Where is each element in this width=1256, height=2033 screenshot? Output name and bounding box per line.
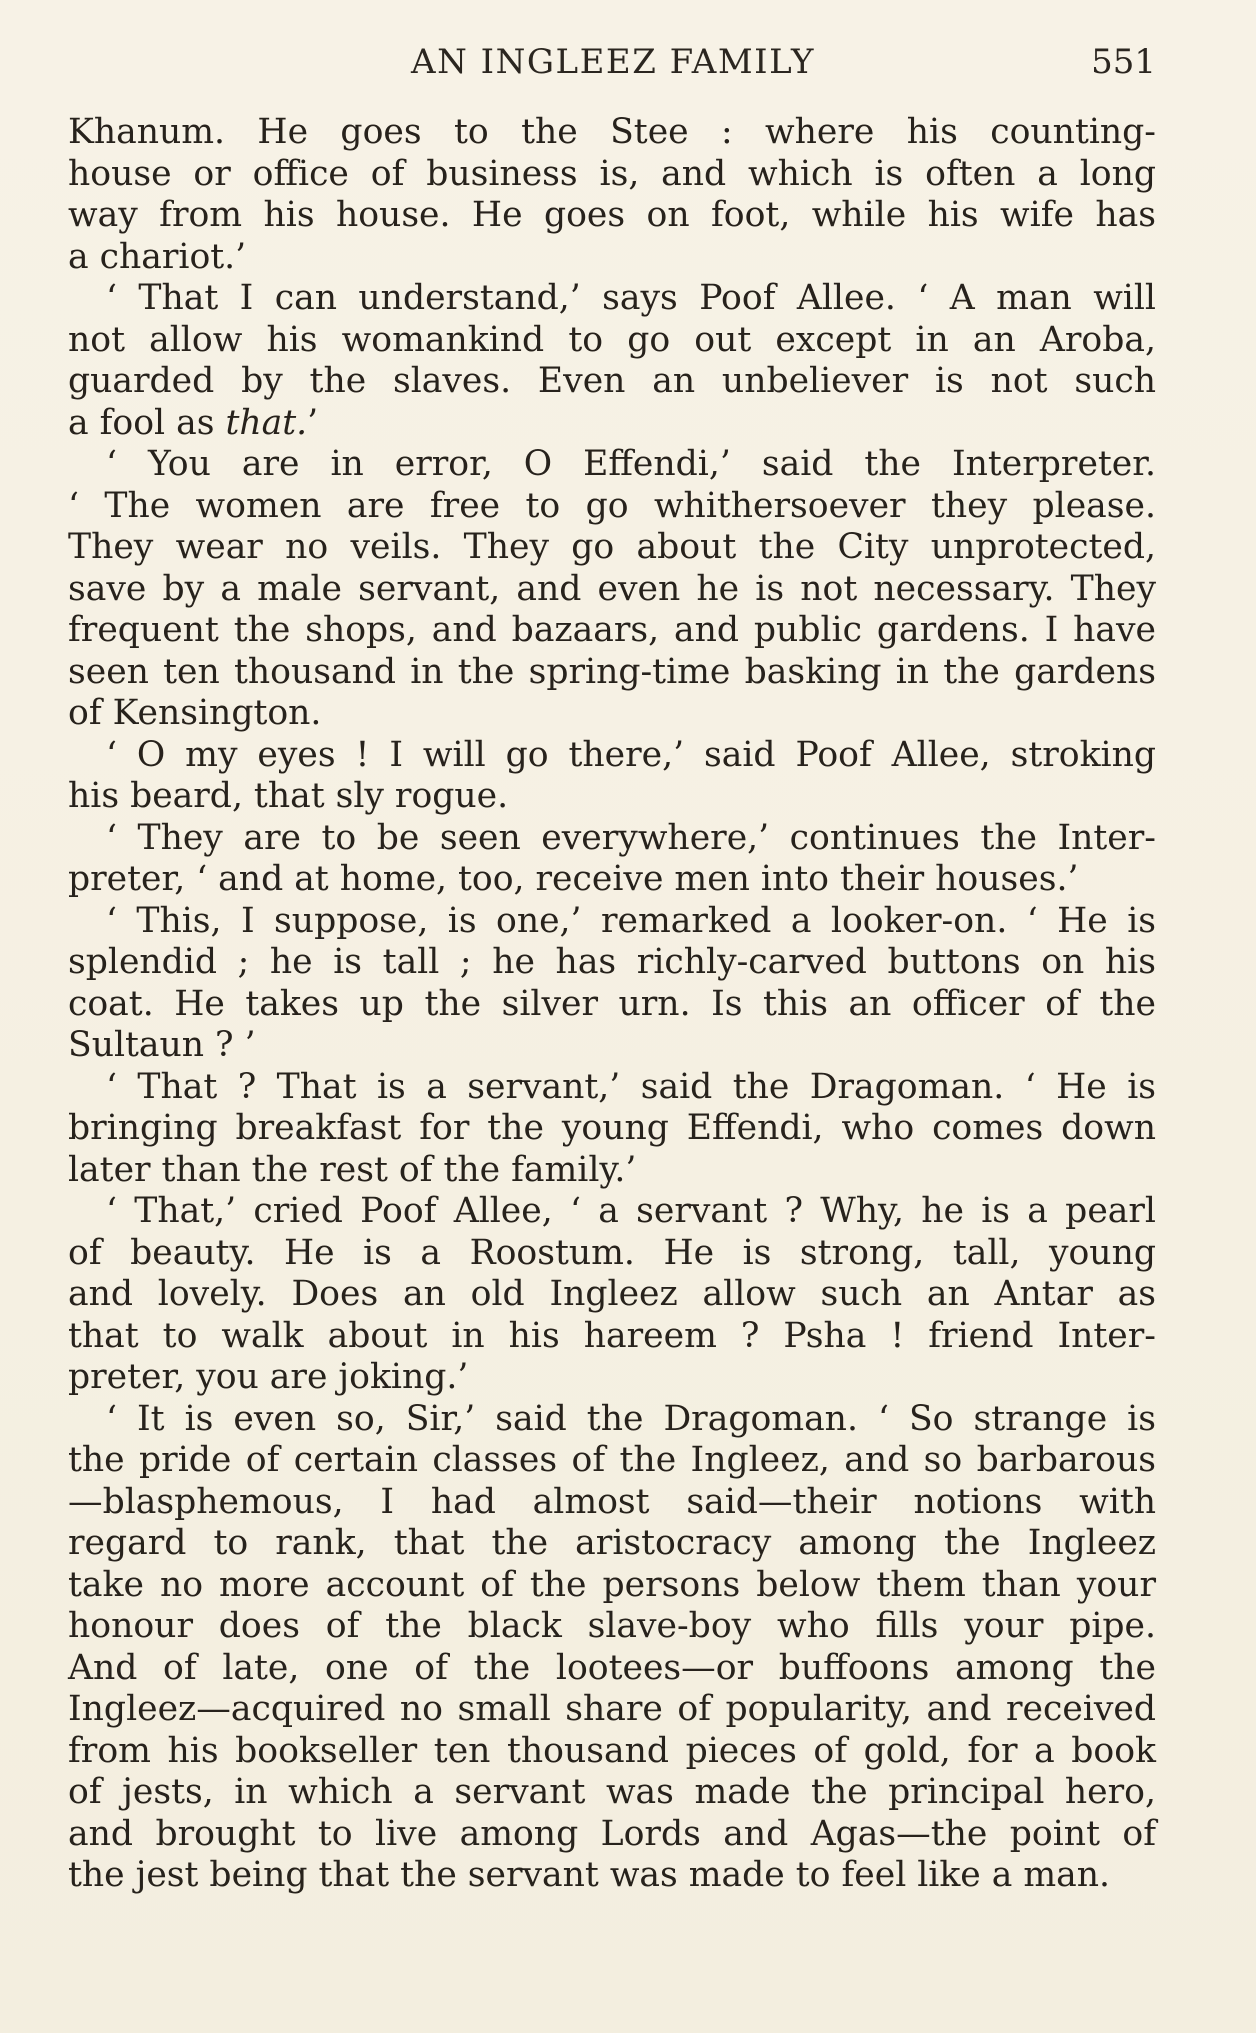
text-line: [68, 320, 1156, 362]
text-line: [68, 1606, 1156, 1648]
text-line: [68, 1772, 1156, 1814]
closing-quote: ’: [307, 402, 319, 443]
text-line-content: Khanum. He goes to the Stee : where his counting-: [68, 112, 1156, 152]
text-line-content: ‘ They are to be seen everywhere,’ continues the Inter-: [106, 817, 1156, 858]
text-line: [68, 859, 1156, 901]
text-line: [68, 361, 1156, 403]
running-title: AN INGLEEZ FAMILY: [411, 42, 815, 82]
text-line: [68, 569, 1156, 611]
text-line-content: save by a male servant, and even he is not necessary. They: [68, 568, 1156, 609]
text-line-content: Ingleez—acquired no small share of popularity, and received: [68, 1689, 1156, 1729]
text-line-content: ‘ The women are free to go whithersoever they please.: [68, 485, 1156, 526]
text-line-content: and brought to live among Lords and Agas—the point of: [68, 1813, 1156, 1854]
text-line-content: preter, you are joking.’: [68, 1357, 469, 1397]
page-number: 551: [1091, 42, 1156, 82]
text-line: [68, 610, 1156, 652]
text-line-content: bringing breakfast for the young Effendi, who comes down: [68, 1108, 1156, 1148]
text-line-content: seen ten thousand in the spring-time basking in the gardens: [68, 651, 1156, 692]
text-line-content: his beard, that sly rogue.: [68, 776, 509, 816]
text-line: [68, 1274, 1156, 1316]
text-line-content: a chariot.’: [68, 236, 247, 277]
text-line-content: ‘ You are in error, O Effendi,’ said the Interpreter.: [106, 444, 1156, 484]
text-line: [68, 486, 1156, 528]
text-line: [68, 1731, 1156, 1773]
text-line: [68, 1108, 1156, 1150]
text-line: [68, 1399, 1156, 1441]
text-line-content: Sultaun ? ’: [68, 1025, 256, 1065]
text-line-content: house or office of business is, and which is often a long: [68, 153, 1156, 194]
text-line: [68, 984, 1156, 1026]
text-line-content: of jests, in which a servant was made the principal hero,: [68, 1772, 1156, 1812]
text-line: [68, 1191, 1156, 1233]
text-line-content: of beauty. He is a Roostum. He is strong, tall, young: [68, 1232, 1156, 1273]
text-line-content: And of late, one of the lootees—or buffoons among the: [68, 1647, 1156, 1688]
text-line: [68, 278, 1156, 320]
text-line: [68, 237, 1156, 279]
text-line-content: ‘ That I can understand,’ says Poof Allee. ‘ A man will: [106, 278, 1156, 318]
text-line-content: ‘ This, I suppose, is one,’ remarked a looker-on. ‘ He is: [106, 900, 1156, 941]
text-line: [68, 403, 1156, 445]
text-line-content: not allow his womankind to go out except in an Aroba,: [68, 319, 1156, 360]
text-line-content: the pride of certain classes of the Ingleez, and so barbarous: [68, 1440, 1156, 1480]
text-line-content: that to walk about in his hareem ? Psha ! friend Inter-: [68, 1315, 1156, 1356]
text-line-content: frequent the shops, and bazaars, and public gardens. I have: [68, 610, 1156, 650]
text-line-content: guarded by the slaves. Even an unbeliever is not such: [68, 361, 1156, 401]
text-line: [68, 1814, 1156, 1856]
text-line: [68, 1523, 1156, 1565]
text-line: [68, 1233, 1156, 1275]
text-line: [68, 1482, 1156, 1524]
text-line-content: —blasphemous, I had almost said—their notions with: [68, 1481, 1156, 1522]
text-line: [68, 652, 1156, 694]
text-line-content: splendid ; he is tall ; he has richly-carved buttons on his: [68, 942, 1156, 982]
text-line-content: way from his house. He goes on foot, while his wife has: [68, 195, 1156, 235]
text-line: [68, 1689, 1156, 1731]
text-line: [68, 735, 1156, 777]
text-line: [68, 818, 1156, 860]
running-head: [70, 40, 1156, 90]
text-line: [68, 693, 1156, 735]
text-line-content: a fool as: [68, 402, 226, 443]
text-line: [68, 1316, 1156, 1358]
text-line: [68, 444, 1156, 486]
text-line-content: ‘ It is even so, Sir,’ said the Dragoman. ‘ So strange is: [106, 1398, 1156, 1439]
text-line: [68, 1565, 1156, 1607]
text-line-content: regard to rank, that the aristocracy among the Ingleez: [68, 1523, 1156, 1563]
text-line-content: honour does of the black slave-boy who fills your pipe.: [68, 1606, 1156, 1646]
text-line: [68, 1440, 1156, 1482]
text-line: [68, 112, 1156, 154]
text-line: [68, 1150, 1156, 1192]
text-line-content: ‘ That ? That is a servant,’ said the Dragoman. ‘ He is: [106, 1066, 1156, 1107]
text-line: [68, 942, 1156, 984]
text-line: [68, 1648, 1156, 1690]
text-line: [68, 776, 1156, 818]
text-line: [68, 1067, 1156, 1109]
text-line: [68, 154, 1156, 196]
text-line-content: take no more account of the persons below them than your: [68, 1564, 1156, 1605]
text-line-content: and lovely. Does an old Ingleez allow such an Antar as: [68, 1274, 1156, 1314]
emphasized-text: that.: [225, 402, 308, 443]
text-line: [68, 1025, 1156, 1067]
text-line: [68, 195, 1156, 237]
text-line: [68, 1357, 1156, 1399]
text-line: [68, 1855, 1156, 1897]
text-line: [68, 527, 1156, 569]
text-line-content: preter, ‘ and at home, too, receive men into their houses.’: [68, 859, 1079, 899]
text-line-content: ‘ O my eyes ! I will go there,’ said Poof Allee, stroking: [106, 734, 1156, 775]
text-line-content: later than the rest of the family.’: [68, 1149, 637, 1190]
text-line-content: coat. He takes up the silver urn. Is this an officer of the: [68, 983, 1156, 1024]
text-line-content: ‘ That,’ cried Poof Allee, ‘ a servant ? Why, he is a pearl: [106, 1191, 1156, 1231]
text-line-content: of Kensington.: [68, 693, 322, 733]
body-text: [68, 112, 1156, 1897]
text-line-content: They wear no veils. They go about the City unprotected,: [68, 527, 1156, 567]
text-line-content: the jest being that the servant was made to feel like a man.: [68, 1855, 1111, 1895]
text-line: [68, 901, 1156, 943]
text-line-content: from his bookseller ten thousand pieces of gold, for a book: [68, 1730, 1156, 1771]
